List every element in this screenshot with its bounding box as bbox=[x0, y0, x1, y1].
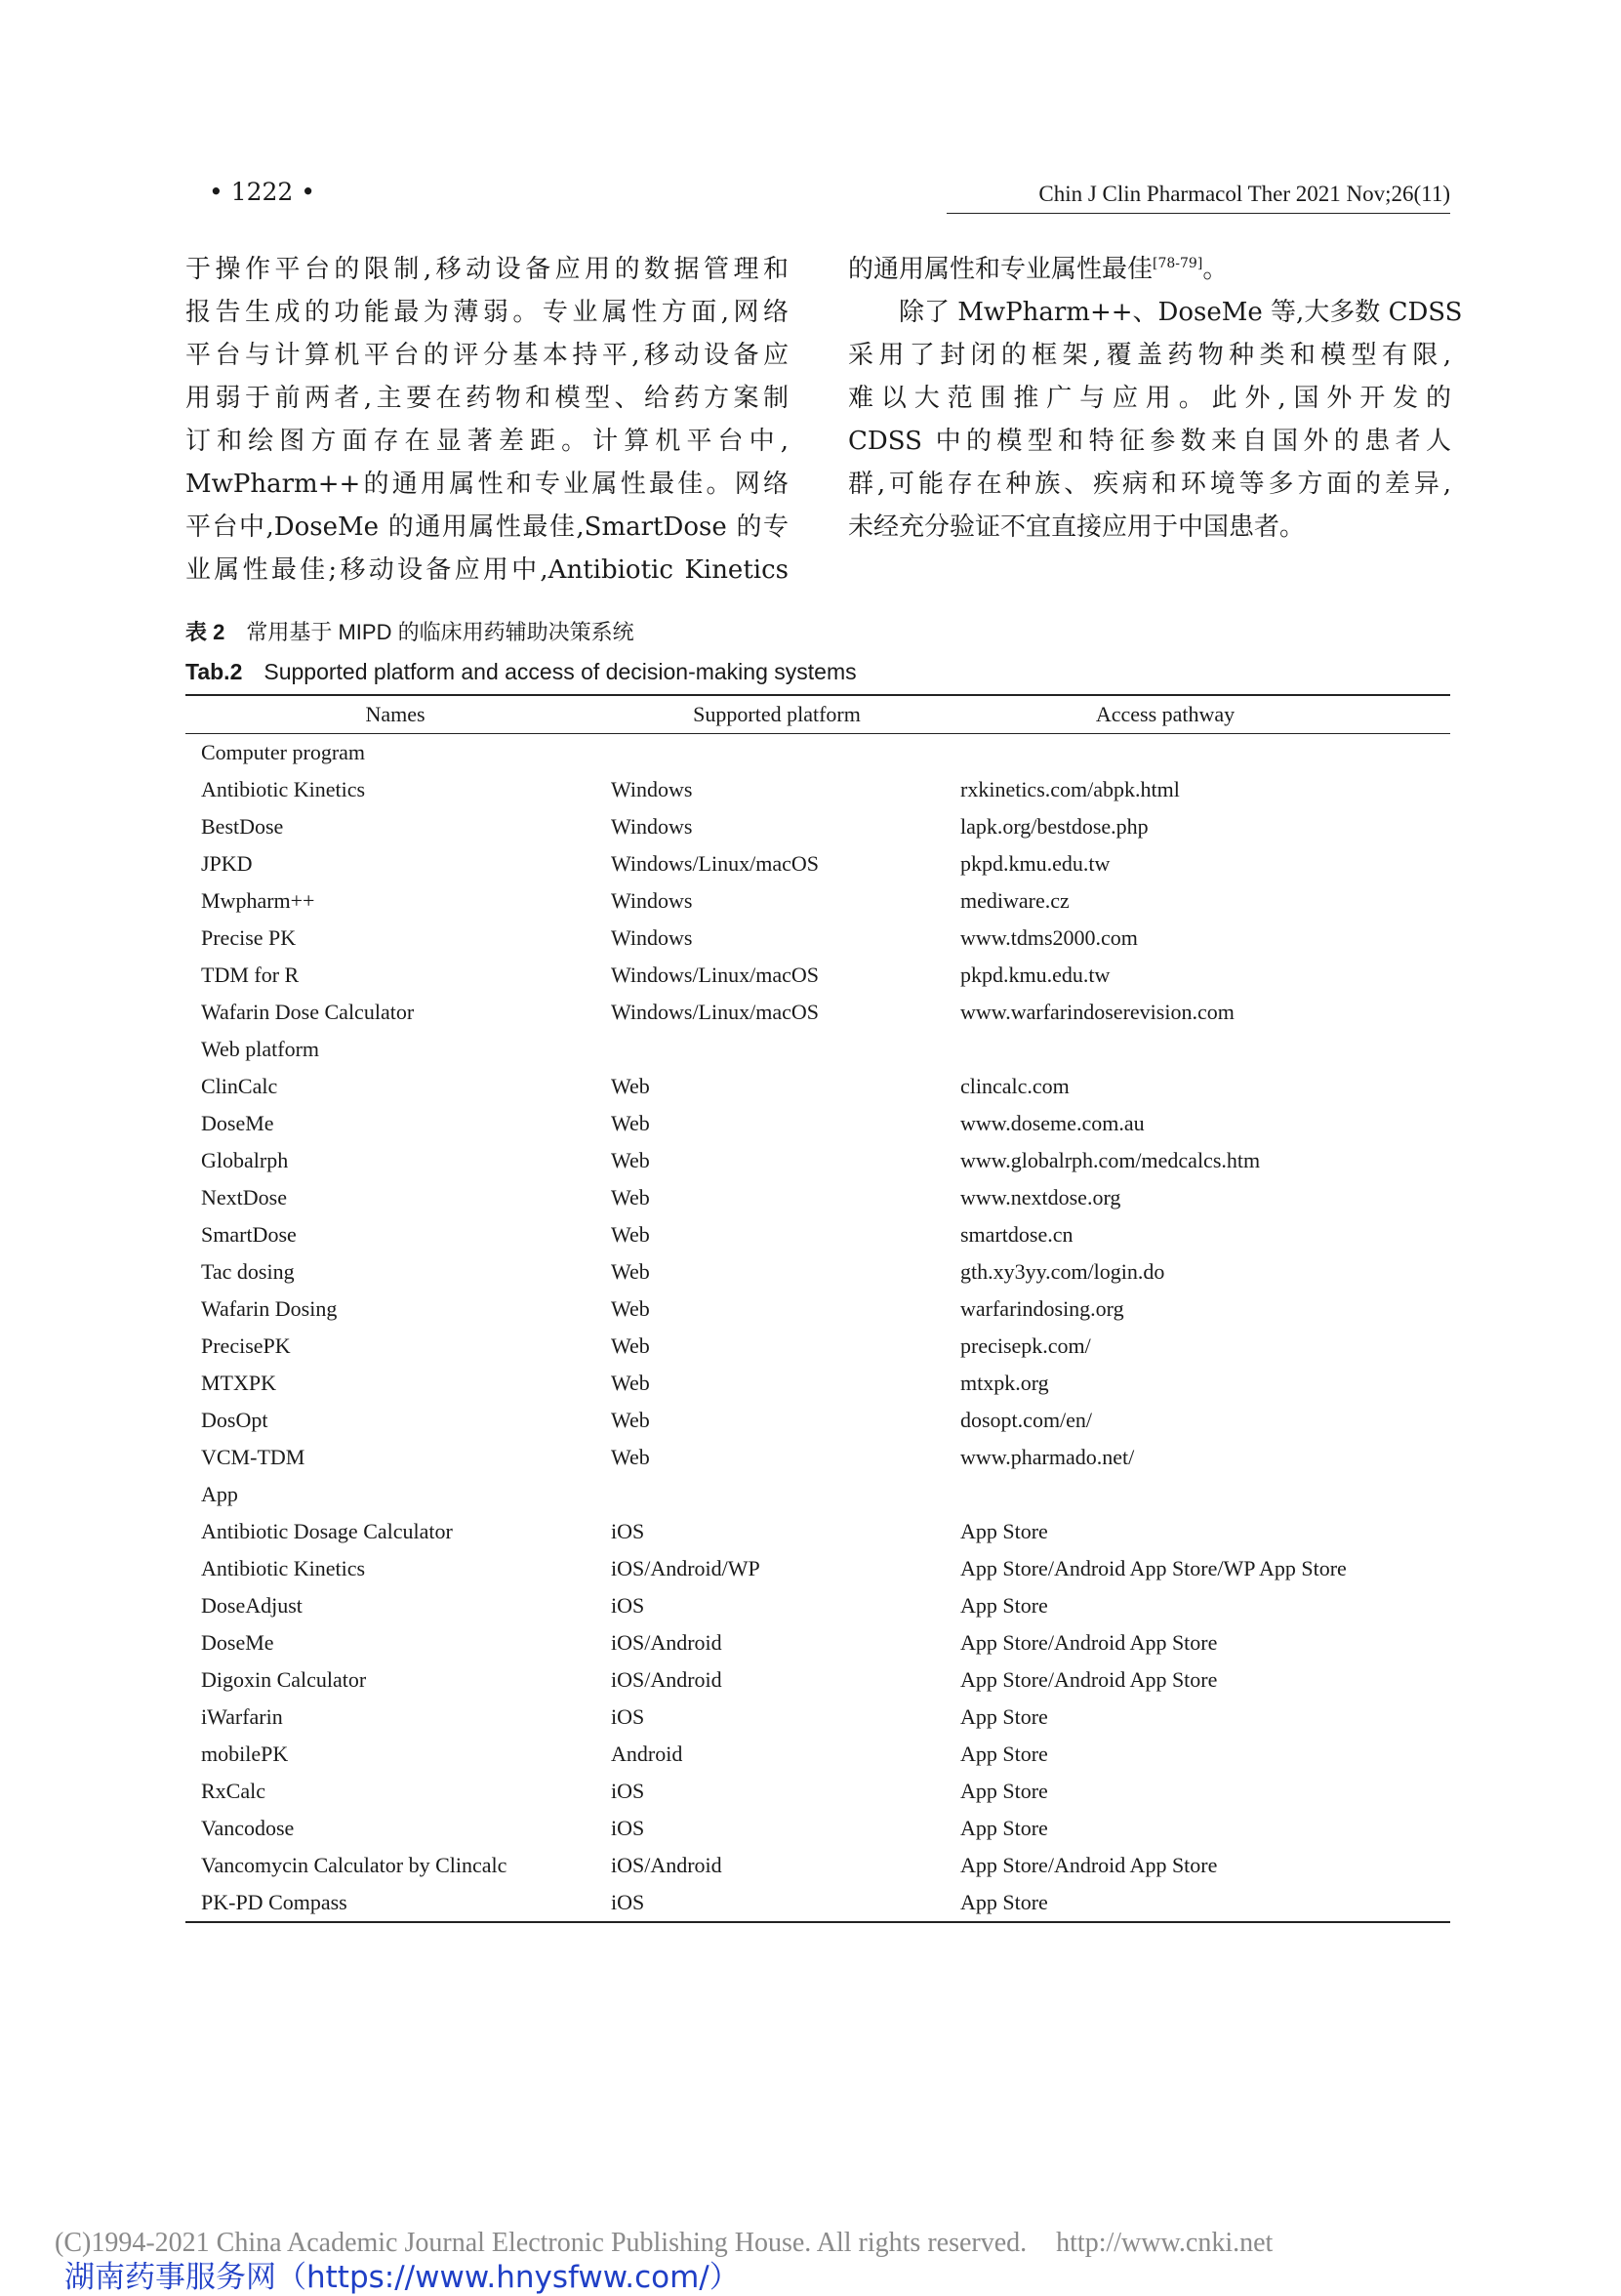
body-line: 平台与计算机平台的评分基本持平,移动设备应 bbox=[185, 341, 789, 370]
cell-access: pkpd.kmu.edu.tw bbox=[960, 851, 1111, 876]
cell-access: www.nextdose.org bbox=[960, 1185, 1121, 1210]
running-header bbox=[185, 178, 1450, 217]
table-row bbox=[185, 1216, 1450, 1253]
table-row bbox=[185, 1068, 1450, 1105]
cell-platform bbox=[605, 734, 949, 772]
cell-access: App Store/Android App Store bbox=[960, 1630, 1218, 1655]
cell-access: pkpd.kmu.edu.tw bbox=[960, 963, 1111, 987]
cell-access: dosopt.com/en/ bbox=[960, 1408, 1093, 1432]
body-line: 用弱于前两者,主要在药物和模型、给药方案制 bbox=[185, 384, 789, 413]
cell-name: iWarfarin bbox=[201, 1704, 283, 1729]
table-row bbox=[185, 808, 1450, 845]
table-row bbox=[185, 1031, 1450, 1068]
cell-access: App Store/Android App Store bbox=[960, 1853, 1218, 1877]
table-row bbox=[185, 1810, 1450, 1847]
page-footer bbox=[55, 2228, 1273, 2296]
body-line: 业属性最佳;移动设备应用中,Antibiotic Kinetics bbox=[185, 555, 789, 585]
citation: [78-79] bbox=[1153, 256, 1203, 271]
copyright-text: (C)1994-2021 China Academic Journal Electronic Publishing House. All rights reserved. bbox=[55, 2228, 1028, 2258]
column-header: Supported platform bbox=[693, 702, 861, 726]
body-line: 订和绘图方面存在显著差距。计算机平台中, bbox=[185, 427, 789, 456]
body-line: 平台中,DoseMe 的通用属性最佳,SmartDose 的专 bbox=[185, 512, 789, 542]
table-row bbox=[185, 1699, 1450, 1736]
table-row bbox=[185, 1661, 1450, 1699]
table-row bbox=[185, 1142, 1450, 1179]
cell-platform bbox=[605, 1476, 949, 1513]
website-watermark[interactable]: 湖南药事服务网（https://www.hnysfww.com/） bbox=[64, 2260, 740, 2295]
table-row bbox=[185, 1105, 1450, 1142]
cell-name: Computer program bbox=[201, 740, 366, 764]
table-row bbox=[185, 1179, 1450, 1216]
body-text: 的通用属性和专业属性最佳 bbox=[848, 255, 1154, 284]
cell-platform: iOS/Android bbox=[611, 1630, 722, 1655]
cell-platform: iOS/Android bbox=[611, 1853, 722, 1877]
cell-platform: Web bbox=[611, 1333, 650, 1358]
table-row bbox=[185, 920, 1450, 957]
cell-platform: Windows/Linux/macOS bbox=[611, 963, 819, 987]
table-row bbox=[185, 1736, 1450, 1773]
cell-name: Wafarin Dosing bbox=[201, 1296, 338, 1321]
table-row bbox=[185, 1847, 1450, 1884]
body-line: 群,可能存在种族、疾病和环境等多方面的差异, bbox=[848, 470, 1451, 499]
cell-platform: iOS/Android/WP bbox=[611, 1556, 760, 1580]
cell-access: App Store bbox=[960, 1742, 1048, 1766]
cell-platform: Windows bbox=[611, 888, 693, 913]
cell-platform: Windows bbox=[611, 777, 693, 801]
body-line: 于操作平台的限制,移动设备应用的数据管理和 bbox=[185, 255, 789, 284]
cell-access: precisepk.com/ bbox=[960, 1333, 1091, 1358]
caption-label: Tab.2 bbox=[185, 659, 243, 684]
cell-access: rxkinetics.com/abpk.html bbox=[960, 777, 1180, 801]
cell-name: Vancomycin Calculator by Clincalc bbox=[201, 1853, 507, 1877]
cell-access: App Store bbox=[960, 1779, 1048, 1803]
body-line: 采用了封闭的框架,覆盖药物种类和模型有限, bbox=[848, 341, 1451, 370]
cell-name: Mwpharm++ bbox=[201, 888, 315, 913]
cell-access: smartdose.cn bbox=[960, 1222, 1074, 1247]
table-row bbox=[185, 1328, 1450, 1365]
cell-name: Precise PK bbox=[201, 925, 297, 950]
table-body bbox=[185, 734, 1450, 1923]
cell-name: MTXPK bbox=[201, 1371, 277, 1395]
cell-name: Vancodose bbox=[201, 1816, 295, 1840]
cell-access: www.tdms2000.com bbox=[960, 925, 1138, 950]
cell-name: Antibiotic Kinetics bbox=[201, 1556, 366, 1580]
cell-access: mtxpk.org bbox=[960, 1371, 1049, 1395]
cell-name: mobilePK bbox=[201, 1742, 289, 1766]
paragraph-first-line: 除了 MwPharm++、DoseMe 等,大多数 CDSS bbox=[899, 298, 1463, 327]
cell-name: DoseAdjust bbox=[201, 1593, 303, 1618]
table-row bbox=[185, 1587, 1450, 1624]
cell-access: www.pharmado.net/ bbox=[960, 1445, 1135, 1469]
cell-name: Globalrph bbox=[201, 1148, 289, 1172]
platform-table bbox=[185, 694, 1450, 1923]
table-row bbox=[185, 1513, 1450, 1550]
cell-name: DoseMe bbox=[201, 1111, 274, 1135]
cell-access: App Store bbox=[960, 1519, 1048, 1543]
caption-english bbox=[185, 652, 857, 691]
cell-platform: Windows/Linux/macOS bbox=[611, 1000, 819, 1024]
cell-name: DoseMe bbox=[201, 1630, 274, 1655]
cell-platform: Android bbox=[611, 1742, 683, 1766]
cell-name: Antibiotic Dosage Calculator bbox=[201, 1519, 453, 1543]
table-row bbox=[185, 957, 1450, 994]
cell-name: Web platform bbox=[201, 1037, 320, 1061]
body-line: 报告生成的功能最为薄弱。专业属性方面,网络 bbox=[185, 298, 789, 327]
cell-platform: iOS bbox=[611, 1704, 645, 1729]
cell-access bbox=[949, 1476, 1450, 1513]
table-caption bbox=[185, 613, 857, 691]
table-row bbox=[185, 1550, 1450, 1587]
cell-platform: iOS bbox=[611, 1890, 645, 1914]
cell-platform: iOS bbox=[611, 1816, 645, 1840]
cell-access: App Store/Android App Store bbox=[960, 1667, 1218, 1692]
cell-name: App bbox=[201, 1482, 238, 1506]
cell-access: App Store bbox=[960, 1890, 1048, 1914]
cell-access bbox=[949, 1031, 1450, 1068]
cell-access: warfarindosing.org bbox=[960, 1296, 1124, 1321]
cell-name: Digoxin Calculator bbox=[201, 1667, 367, 1692]
header-rule bbox=[947, 213, 1450, 214]
cell-name: PrecisePK bbox=[201, 1333, 291, 1358]
cell-access: mediware.cz bbox=[960, 888, 1070, 913]
table-row bbox=[185, 1365, 1450, 1402]
cell-access: gth.xy3yy.com/login.do bbox=[960, 1259, 1165, 1284]
body-text: 。 bbox=[1202, 255, 1229, 284]
cell-platform: Web bbox=[611, 1445, 650, 1469]
cell-platform: Web bbox=[611, 1148, 650, 1172]
table-row bbox=[185, 1439, 1450, 1476]
body-line: 难以大范围推广与应用。此外,国外开发的 bbox=[848, 384, 1451, 413]
cell-platform: iOS bbox=[611, 1519, 645, 1543]
table-row bbox=[185, 734, 1450, 772]
cell-access: App Store/Android App Store/WP App Store bbox=[960, 1556, 1347, 1580]
column-header: Names bbox=[365, 702, 426, 726]
cell-platform: iOS bbox=[611, 1779, 645, 1803]
cell-access: www.doseme.com.au bbox=[960, 1111, 1145, 1135]
cell-access: www.globalrph.com/medcalcs.htm bbox=[960, 1148, 1261, 1172]
cell-name: ClinCalc bbox=[201, 1074, 278, 1098]
cell-name: VCM-TDM bbox=[201, 1445, 305, 1469]
cell-platform: Web bbox=[611, 1371, 650, 1395]
cell-access: App Store bbox=[960, 1593, 1048, 1618]
table-row bbox=[185, 1773, 1450, 1810]
cell-platform: Web bbox=[611, 1074, 650, 1098]
caption-title: Supported platform and access of decision-making systems bbox=[263, 659, 857, 684]
body-line: MwPharm++的通用属性和专业属性最佳。网络 bbox=[185, 470, 789, 499]
cell-platform: Windows/Linux/macOS bbox=[611, 851, 819, 876]
cell-platform: Web bbox=[611, 1296, 650, 1321]
cell-access: www.warfarindoserevision.com bbox=[960, 1000, 1235, 1024]
table-row bbox=[185, 1624, 1450, 1661]
caption-title: 常用基于 MIPD 的临床用药辅助决策系统 bbox=[246, 620, 634, 644]
table-row bbox=[185, 1291, 1450, 1328]
table-row bbox=[185, 771, 1450, 808]
cell-name: NextDose bbox=[201, 1185, 287, 1210]
table-row bbox=[185, 882, 1450, 920]
body-right-column bbox=[848, 248, 1463, 549]
cell-platform: Web bbox=[611, 1222, 650, 1247]
cell-platform: Web bbox=[611, 1408, 650, 1432]
table-header-row bbox=[185, 695, 1450, 734]
cell-name: Wafarin Dose Calculator bbox=[201, 1000, 415, 1024]
cell-platform: iOS/Android bbox=[611, 1667, 722, 1692]
cell-platform: Web bbox=[611, 1259, 650, 1284]
column-header: Access pathway bbox=[1095, 702, 1236, 726]
cell-access: App Store bbox=[960, 1704, 1048, 1729]
table-row bbox=[185, 1402, 1450, 1439]
table-row bbox=[185, 845, 1450, 882]
cell-access: clincalc.com bbox=[960, 1074, 1070, 1098]
cell-name: BestDose bbox=[201, 814, 284, 839]
cell-access bbox=[949, 734, 1450, 772]
cell-name: JPKD bbox=[201, 851, 253, 876]
copyright-notice bbox=[55, 2228, 1273, 2259]
cell-access: App Store bbox=[960, 1816, 1048, 1840]
cell-name: RxCalc bbox=[201, 1779, 265, 1803]
cell-name: TDM for R bbox=[201, 963, 300, 987]
cell-platform: Windows bbox=[611, 925, 693, 950]
body-line: 未经充分验证不宜直接应用于中国患者。 bbox=[848, 512, 1306, 542]
body-left-column bbox=[185, 248, 789, 592]
cell-platform: iOS bbox=[611, 1593, 645, 1618]
table-row bbox=[185, 1253, 1450, 1291]
table-row bbox=[185, 1476, 1450, 1513]
cell-access: lapk.org/bestdose.php bbox=[960, 814, 1149, 839]
body-line: CDSS 中的模型和特征参数来自国外的患者人 bbox=[848, 427, 1451, 456]
cell-name: DosOpt bbox=[201, 1408, 268, 1432]
cell-platform: Windows bbox=[611, 814, 693, 839]
cell-name: Tac dosing bbox=[201, 1259, 295, 1284]
table-row bbox=[185, 1884, 1450, 1922]
journal-reference: Chin J Clin Pharmacol Ther 2021 Nov;26(11) bbox=[1038, 182, 1450, 206]
cell-name: SmartDose bbox=[201, 1222, 297, 1247]
cell-name: Antibiotic Kinetics bbox=[201, 777, 366, 801]
page-number: • 1222 • bbox=[209, 178, 316, 206]
cell-name: PK-PD Compass bbox=[201, 1890, 347, 1914]
cell-platform bbox=[605, 1031, 949, 1068]
table-row bbox=[185, 994, 1450, 1031]
caption-label: 表 2 bbox=[185, 620, 225, 644]
cell-platform: Web bbox=[611, 1111, 650, 1135]
body-line-citation bbox=[848, 248, 1451, 291]
cnki-link[interactable]: http://www.cnki.net bbox=[1056, 2228, 1274, 2258]
cell-platform: Web bbox=[611, 1185, 650, 1210]
caption-chinese bbox=[185, 613, 857, 652]
